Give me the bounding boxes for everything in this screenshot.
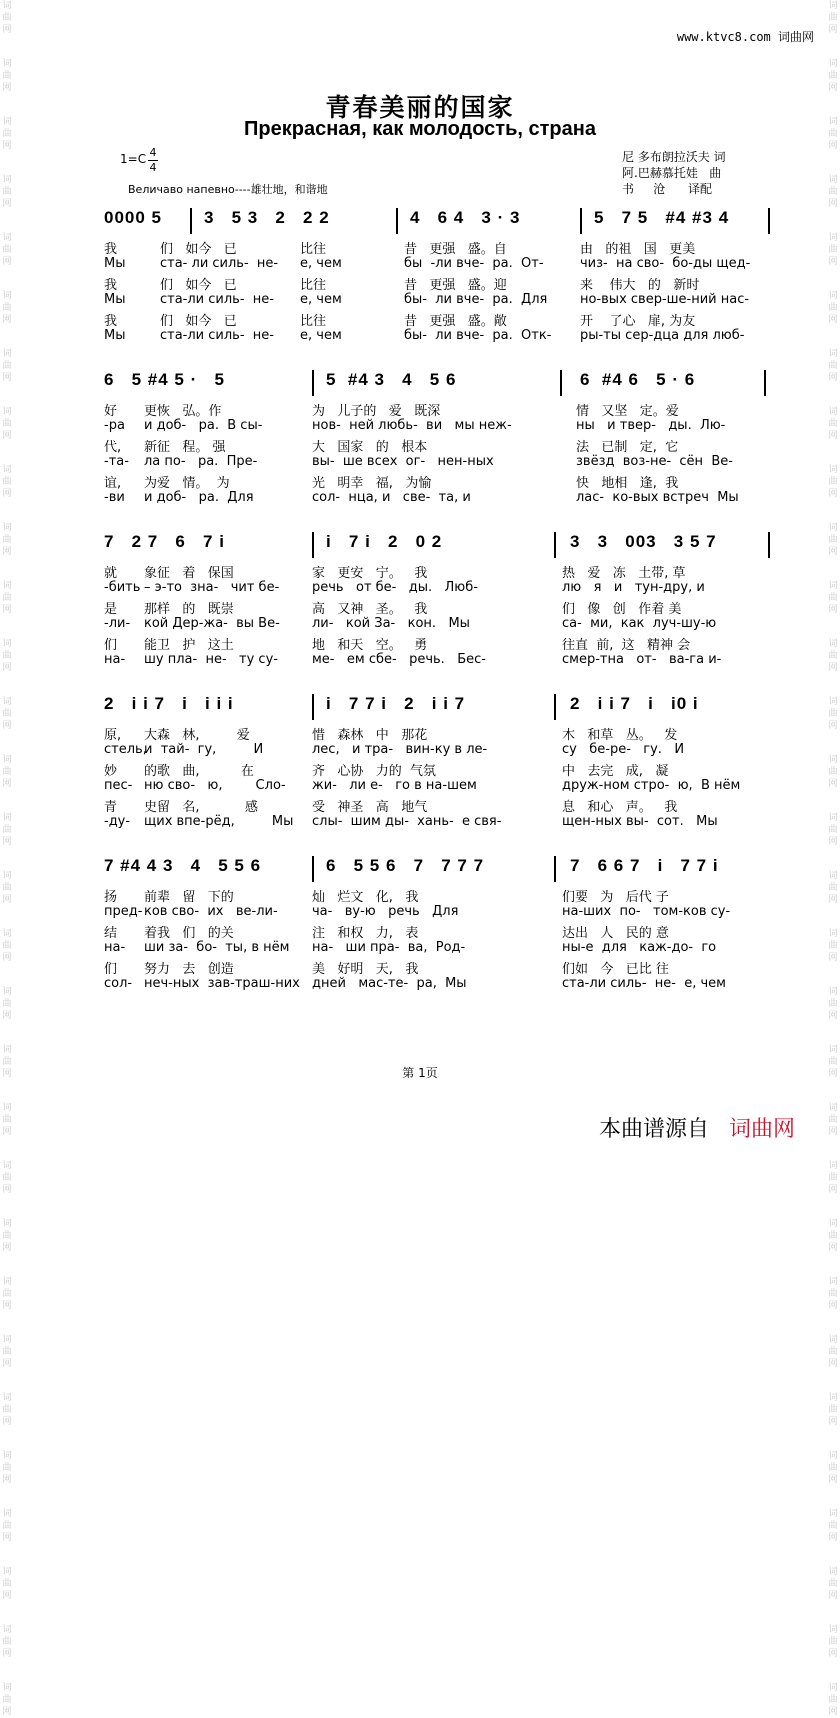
- score-system: [104, 852, 784, 994]
- lyric-segment: и доб- ра. Для: [144, 490, 254, 505]
- watermark-text: 词曲网: [828, 349, 838, 383]
- lyric-segment: бы -ли вче- ра. От-: [404, 256, 544, 271]
- watermark-text: 词曲网: [2, 987, 12, 1021]
- lyric-segment: 就: [104, 566, 118, 581]
- lyric-segment: друж-ном стро- ю, В нём: [562, 778, 741, 793]
- watermark-text: 词曲网: [2, 929, 12, 963]
- watermark-text: 词曲网: [828, 581, 838, 615]
- lyric-line: [104, 598, 784, 616]
- watermark-text: 词曲网: [828, 755, 838, 789]
- lyric-segment: 惜 森林 中 那花: [312, 728, 428, 743]
- lyric-segment: но-вых свер-ше-ний нас-: [580, 292, 750, 307]
- notation-row: [104, 366, 784, 400]
- lyric-segment: звёзд воз-не- сён Ве-: [576, 454, 733, 469]
- measure-notes: i 7 7 i 2 i i 7: [326, 694, 466, 713]
- lyric-line: [104, 490, 784, 508]
- lyric-segment: ме- ем сбе- речь. Бес-: [312, 652, 486, 667]
- lyric-segment: 妙: [104, 764, 118, 779]
- bar-line: [312, 370, 314, 396]
- lyric-segment: 我: [104, 278, 118, 293]
- tempo-marking: Величаво напевно----雄壮地，和谐地: [128, 183, 328, 196]
- lyric-segment: речь от бе- ды. Люб-: [312, 580, 478, 595]
- bar-line: [312, 694, 314, 720]
- watermark-text: 词曲网: [828, 813, 838, 847]
- watermark-text: 词曲网: [2, 349, 12, 383]
- watermark-text: 词曲网: [828, 465, 838, 499]
- credits: [622, 149, 726, 197]
- lyric-segment: 我: [104, 314, 118, 329]
- translator-credit: 书 沧 译配: [622, 182, 712, 196]
- lyric-segment: нов- ней любь- ви мы неж-: [312, 418, 512, 433]
- lyric-segment: – э-то зна- чит бе-: [144, 580, 280, 595]
- bar-line: [554, 532, 556, 558]
- lyric-segment: 新征 程。 强: [144, 440, 226, 455]
- watermark-text: 词曲网: [828, 175, 838, 209]
- score-system: [104, 204, 784, 346]
- measure-notes: i 7 i 2 0 2: [326, 532, 443, 551]
- watermark-text: 词曲网: [2, 117, 12, 151]
- lyric-segment: 结: [104, 926, 118, 941]
- measure-notes: 6 5 #4 5 · 5: [104, 370, 225, 389]
- lyric-segment: Мы: [104, 328, 126, 343]
- bar-line: [554, 856, 556, 882]
- watermark-text: 词曲网: [828, 117, 838, 151]
- lyric-segment: 地 和天 空。 勇: [312, 638, 428, 653]
- lyric-segment: 美 好明 天, 我: [312, 962, 419, 977]
- notation-row: [104, 690, 784, 724]
- lyric-segment: 史留 名, 感: [144, 800, 258, 815]
- lyric-segment: 大森 林, 爱: [144, 728, 250, 743]
- lyric-line: [104, 634, 784, 652]
- watermark-text: 词曲网: [2, 1567, 12, 1601]
- lyric-line: [104, 958, 784, 976]
- measure-notes: 2 i i 7 i i0 i: [570, 694, 699, 713]
- bar-line: [764, 370, 766, 396]
- lyric-segment: 昔 更强 盛。敞: [404, 314, 507, 329]
- watermark-text: 词曲网: [2, 1277, 12, 1311]
- lyric-segment: кой Дер-жа- вы Ве-: [144, 616, 280, 631]
- lyric-segment: и доб- ра. В сы-: [144, 418, 263, 433]
- site-url[interactable]: www.ktvc8.com 词曲网: [676, 30, 814, 44]
- lyric-segment: 为爱 情。 为: [144, 476, 230, 491]
- lyric-segment: 往直 前, 这 精神 会: [562, 638, 691, 653]
- lyric-line: [104, 760, 784, 778]
- watermark-text: 词曲网: [2, 697, 12, 731]
- lyric-segment: 灿 烂文 化, 我: [312, 890, 419, 905]
- lyric-segment: ли- кой За- кон. Мы: [312, 616, 470, 631]
- lyric-segment: лес, и тра- вин-ку в ле-: [312, 742, 488, 757]
- watermark-text: 词曲网: [2, 465, 12, 499]
- lyric-segment: 受 神圣 高 地气: [312, 800, 428, 815]
- watermark-text: 词曲网: [2, 1161, 12, 1195]
- lyric-segment: -ра: [104, 418, 125, 433]
- lyric-segment: 由 的祖 国 更美: [580, 242, 696, 257]
- lyric-segment: стель,: [104, 742, 147, 757]
- lyric-segment: ны-е для каж-до- го: [562, 940, 717, 955]
- lyric-segment: 比往: [300, 278, 327, 293]
- lyric-segment: чиз- на сво- бо-ды щед-: [580, 256, 751, 271]
- watermark-text: 词曲网: [2, 1451, 12, 1485]
- lyric-segment: 情 又坚 定。爱: [576, 404, 679, 419]
- lyric-line: [104, 454, 784, 472]
- lyric-line: [104, 742, 784, 760]
- lyric-line: [104, 256, 784, 274]
- lyric-segment: ны и твер- ды. Лю-: [576, 418, 726, 433]
- watermark-text: 词曲网: [828, 1683, 838, 1717]
- measure-notes: 3 5 3 2 2 2: [204, 208, 330, 227]
- watermark-text: 词曲网: [2, 1045, 12, 1079]
- lyric-segment: -та-: [104, 454, 129, 469]
- lyric-segment: на-: [104, 652, 126, 667]
- lyric-line: [104, 292, 784, 310]
- watermark-text: 词曲网: [2, 523, 12, 557]
- lyric-segment: лю я и тун-дру, и: [562, 580, 705, 595]
- lyric-segment: 我: [104, 242, 118, 257]
- lyric-line: [104, 580, 784, 598]
- lyric-segment: 齐 心协 力的 气氛: [312, 764, 437, 779]
- measure-notes: 0000 5: [104, 208, 162, 227]
- time-signature: 4 4: [149, 146, 157, 174]
- lyric-segment: 更恢 弘。作: [144, 404, 222, 419]
- watermark-text: 词曲网: [828, 1335, 838, 1369]
- lyric-segment: 昔 更强 盛。迎: [404, 278, 507, 293]
- lyric-segment: су бе-ре- гу. И: [562, 742, 685, 757]
- lyric-segment: 代,: [104, 440, 122, 455]
- watermark-text: 词曲网: [828, 639, 838, 673]
- lyric-segment: ла по- ра. Пре-: [144, 454, 258, 469]
- lyric-segment: на-: [104, 940, 126, 955]
- lyric-segment: пес-: [104, 778, 133, 793]
- lyric-segment: е, чем: [300, 328, 342, 343]
- lyric-line: [104, 310, 784, 328]
- lyric-segment: 们如 今 已比 往: [562, 962, 669, 977]
- key-signature: 1=C: [120, 152, 147, 166]
- lyric-segment: дней мас-те- ра, Мы: [312, 976, 467, 991]
- lyric-segment: сол-: [104, 976, 133, 991]
- lyric-segment: 为 儿子的 爱 既深: [312, 404, 441, 419]
- lyricist-credit: 尼 多布朗拉沃夫 词: [622, 150, 726, 164]
- lyric-segment: 昔 更强 盛。自: [404, 242, 507, 257]
- watermark-text: 词曲网: [2, 1219, 12, 1253]
- lyric-segment: -ви: [104, 490, 125, 505]
- notation-row: [104, 852, 784, 886]
- watermark-text: 词曲网: [2, 1, 12, 35]
- lyric-segment: 是: [104, 602, 118, 617]
- score-system: [104, 366, 784, 508]
- lyric-line: [104, 436, 784, 454]
- score-system: [104, 528, 784, 670]
- lyric-line: [104, 724, 784, 742]
- lyric-segment: ста-ли силь- не- е, чем: [562, 976, 726, 991]
- lyric-segment: 来 伟大 的 新时: [580, 278, 700, 293]
- watermark-text: 词曲网: [2, 1103, 12, 1137]
- left-watermark: [0, 0, 14, 1717]
- watermark-text: 词曲网: [2, 1509, 12, 1543]
- lyric-segment: 那样 的 既崇: [144, 602, 234, 617]
- watermark-text: 词曲网: [828, 697, 838, 731]
- composer-credit: 阿.巴赫慕托娃 曲: [622, 166, 722, 180]
- notation-row: [104, 204, 784, 238]
- lyric-segment: е, чем: [300, 292, 342, 307]
- watermark-text: 词曲网: [828, 59, 838, 93]
- lyric-segment: 们: [104, 962, 118, 977]
- lyric-segment: ста-ли силь- не-: [160, 292, 274, 307]
- watermark-text: 词曲网: [2, 871, 12, 905]
- lyric-segment: 的歌 曲, 在: [144, 764, 254, 779]
- lyric-segment: слы- шим ды- хань- е свя-: [312, 814, 502, 829]
- lyric-segment: 们 如今 已: [160, 242, 237, 257]
- lyric-segment: ши за- бо- ты, в нём: [144, 940, 290, 955]
- watermark-text: 词曲网: [828, 1, 838, 35]
- lyric-segment: -бить: [104, 580, 141, 595]
- lyric-segment: и тай- гу, И: [144, 742, 264, 757]
- notation-row: [104, 528, 784, 562]
- measure-notes: 6 5 5 6 7 7 7 7: [326, 856, 485, 875]
- lyric-line: [104, 940, 784, 958]
- watermark-text: 词曲网: [828, 1451, 838, 1485]
- lyric-segment: бы- ли вче- ра. Для: [404, 292, 548, 307]
- measure-notes: 7 6 6 7 i 7 7 i: [570, 856, 719, 875]
- score-system: [104, 690, 784, 832]
- title-russian: Прекрасная, как молодость, страна: [244, 118, 596, 140]
- lyric-segment: 们 像 创 作着 美: [562, 602, 682, 617]
- lyric-segment: 息 和心 声。 我: [562, 800, 678, 815]
- page-number: 第 1页: [402, 1066, 438, 1080]
- lyric-line: [104, 904, 784, 922]
- measure-notes: 7 #4 4 3 4 5 5 6: [104, 856, 262, 875]
- lyric-segment: 前辈 留 下的: [144, 890, 234, 905]
- lyric-line: [104, 922, 784, 940]
- lyric-line: [104, 400, 784, 418]
- lyric-segment: бы- ли вче- ра. Отк-: [404, 328, 552, 343]
- lyric-line: [104, 328, 784, 346]
- lyric-segment: пред-: [104, 904, 143, 919]
- lyric-line: [104, 562, 784, 580]
- lyric-line: [104, 778, 784, 796]
- lyric-segment: на- ши пра- ва, Род-: [312, 940, 466, 955]
- watermark-text: 词曲网: [828, 1045, 838, 1079]
- bar-line: [560, 370, 562, 396]
- lyric-segment: ста- ли силь- не-: [160, 256, 279, 271]
- bar-line: [312, 532, 314, 558]
- measure-notes: 2 i i 7 i i i i: [104, 694, 234, 713]
- lyric-segment: 注 和权 力, 表: [312, 926, 419, 941]
- lyric-segment: 法 已制 定, 它: [576, 440, 679, 455]
- bar-line: [768, 532, 770, 558]
- watermark-text: 词曲网: [828, 929, 838, 963]
- lyric-segment: сол- нца, и све- та, и: [312, 490, 471, 505]
- lyric-segment: ню сво- ю, Сло-: [144, 778, 286, 793]
- lyric-segment: ста-ли силь- не-: [160, 328, 274, 343]
- watermark-text: 词曲网: [2, 639, 12, 673]
- lyric-segment: вы- ше всех ог- нен-ных: [312, 454, 494, 469]
- lyric-segment: 开 了心 扉, 为友: [580, 314, 696, 329]
- lyric-segment: 们要 为 后代 子: [562, 890, 669, 905]
- watermark-text: 词曲网: [828, 1393, 838, 1427]
- lyric-segment: 木 和草 丛。 发: [562, 728, 678, 743]
- lyric-segment: -ду-: [104, 814, 131, 829]
- lyric-segment: 扬: [104, 890, 118, 905]
- watermark-text: 词曲网: [828, 1509, 838, 1543]
- lyric-segment: 好: [104, 404, 118, 419]
- measure-notes: 5 #4 3 4 5 6: [326, 370, 457, 389]
- watermark-text: 词曲网: [2, 755, 12, 789]
- watermark-text: 词曲网: [2, 407, 12, 441]
- watermark-text: 词曲网: [2, 1625, 12, 1659]
- bar-line: [190, 208, 192, 234]
- bar-line: [768, 208, 770, 234]
- lyric-segment: 象征 着 保国: [144, 566, 234, 581]
- lyric-segment: 们 如今 已: [160, 314, 237, 329]
- lyric-line: [104, 886, 784, 904]
- lyric-segment: ков сво- их ве-ли-: [144, 904, 278, 919]
- bar-line: [554, 694, 556, 720]
- lyric-segment: 谊,: [104, 476, 122, 491]
- watermark-text: 词曲网: [2, 233, 12, 267]
- measure-notes: 5 7 5 #4 #3 4: [594, 208, 730, 227]
- lyric-line: [104, 274, 784, 292]
- lyric-segment: 中 去完 成, 凝: [562, 764, 669, 779]
- lyric-segment: 家 更安 宁。 我: [312, 566, 428, 581]
- watermark-text: 词曲网: [828, 233, 838, 267]
- watermark-text: 词曲网: [828, 291, 838, 325]
- lyric-segment: 着我 们 的关: [144, 926, 234, 941]
- lyric-line: [104, 418, 784, 436]
- lyric-segment: ча- ву-ю речь Для: [312, 904, 459, 919]
- lyric-segment: Мы: [104, 292, 126, 307]
- lyric-segment: ры-ты сер-дца для люб-: [580, 328, 745, 343]
- lyric-segment: 达出 人 民的 意: [562, 926, 669, 941]
- watermark-text: 词曲网: [2, 813, 12, 847]
- lyric-segment: щих впе-рёд, Мы: [144, 814, 294, 829]
- lyric-segment: на-ших по- том-ков су-: [562, 904, 731, 919]
- lyric-segment: шу пла- не- ту су-: [144, 652, 278, 667]
- lyric-line: [104, 814, 784, 832]
- watermark-text: 词曲网: [2, 175, 12, 209]
- lyric-line: [104, 238, 784, 256]
- watermark-text: 词曲网: [2, 1393, 12, 1427]
- title-chinese: 青春美丽的国家: [325, 93, 515, 122]
- watermark-text: 词曲网: [828, 1625, 838, 1659]
- watermark-text: 词曲网: [2, 1683, 12, 1717]
- lyric-segment: 比往: [300, 314, 327, 329]
- lyric-segment: 原,: [104, 728, 122, 743]
- lyric-segment: -ли-: [104, 616, 131, 631]
- measure-notes: 6 #4 6 5 · 6: [580, 370, 696, 389]
- watermark-text: 词曲网: [828, 987, 838, 1021]
- watermark-text: 词曲网: [828, 523, 838, 557]
- watermark-text: 词曲网: [2, 581, 12, 615]
- watermark-text: 词曲网: [2, 59, 12, 93]
- source-site-link[interactable]: 词曲网: [728, 1117, 795, 1142]
- watermark-text: 词曲网: [828, 1567, 838, 1601]
- lyric-segment: 热 爱 冻 土带, 草: [562, 566, 686, 581]
- measure-notes: 7 2 7 6 7 i: [104, 532, 225, 551]
- lyric-segment: 能卫 护 这土: [144, 638, 234, 653]
- bar-line: [580, 208, 582, 234]
- lyric-line: [104, 796, 784, 814]
- lyric-segment: е, чем: [300, 256, 342, 271]
- measure-notes: 3 3 003 3 5 7: [570, 532, 717, 551]
- lyric-line: [104, 652, 784, 670]
- lyric-line: [104, 472, 784, 490]
- lyric-segment: жи- ли е- го в на-шем: [312, 778, 477, 793]
- lyric-segment: 大 国家 的 根本: [312, 440, 428, 455]
- bar-line: [312, 856, 314, 882]
- lyric-segment: Мы: [104, 256, 126, 271]
- lyric-segment: лас- ко-вых встреч Мы: [576, 490, 739, 505]
- right-watermark: [826, 0, 840, 1717]
- lyric-segment: 比往: [300, 242, 327, 257]
- bar-line: [396, 208, 398, 234]
- watermark-text: 词曲网: [828, 871, 838, 905]
- lyric-segment: 青: [104, 800, 118, 815]
- watermark-text: 词曲网: [828, 407, 838, 441]
- watermark-text: 词曲网: [828, 1103, 838, 1137]
- watermark-text: 词曲网: [828, 1277, 838, 1311]
- source-credit: 本曲谱源自 词曲网: [598, 1117, 795, 1142]
- lyric-segment: 努力 去 创造: [144, 962, 234, 977]
- lyric-segment: 快 地相 逢, 我: [576, 476, 679, 491]
- lyric-segment: смер-тна от- ва-га и-: [562, 652, 722, 667]
- lyric-segment: неч-ных зав-траш-них: [144, 976, 300, 991]
- lyric-segment: 们: [104, 638, 118, 653]
- watermark-text: 词曲网: [828, 1219, 838, 1253]
- lyric-segment: са- ми, как луч-шу-ю: [562, 616, 717, 631]
- measure-notes: 4 6 4 3 · 3: [410, 208, 521, 227]
- lyric-segment: 高 又神 圣。 我: [312, 602, 428, 617]
- watermark-text: 词曲网: [2, 291, 12, 325]
- watermark-text: 词曲网: [2, 1335, 12, 1369]
- lyric-segment: щен-ных вы- сот. Мы: [562, 814, 718, 829]
- lyric-segment: 们 如今 已: [160, 278, 237, 293]
- watermark-text: 词曲网: [828, 1161, 838, 1195]
- lyric-line: [104, 616, 784, 634]
- lyric-line: [104, 976, 784, 994]
- lyric-segment: 光 明幸 福, 为愉: [312, 476, 432, 491]
